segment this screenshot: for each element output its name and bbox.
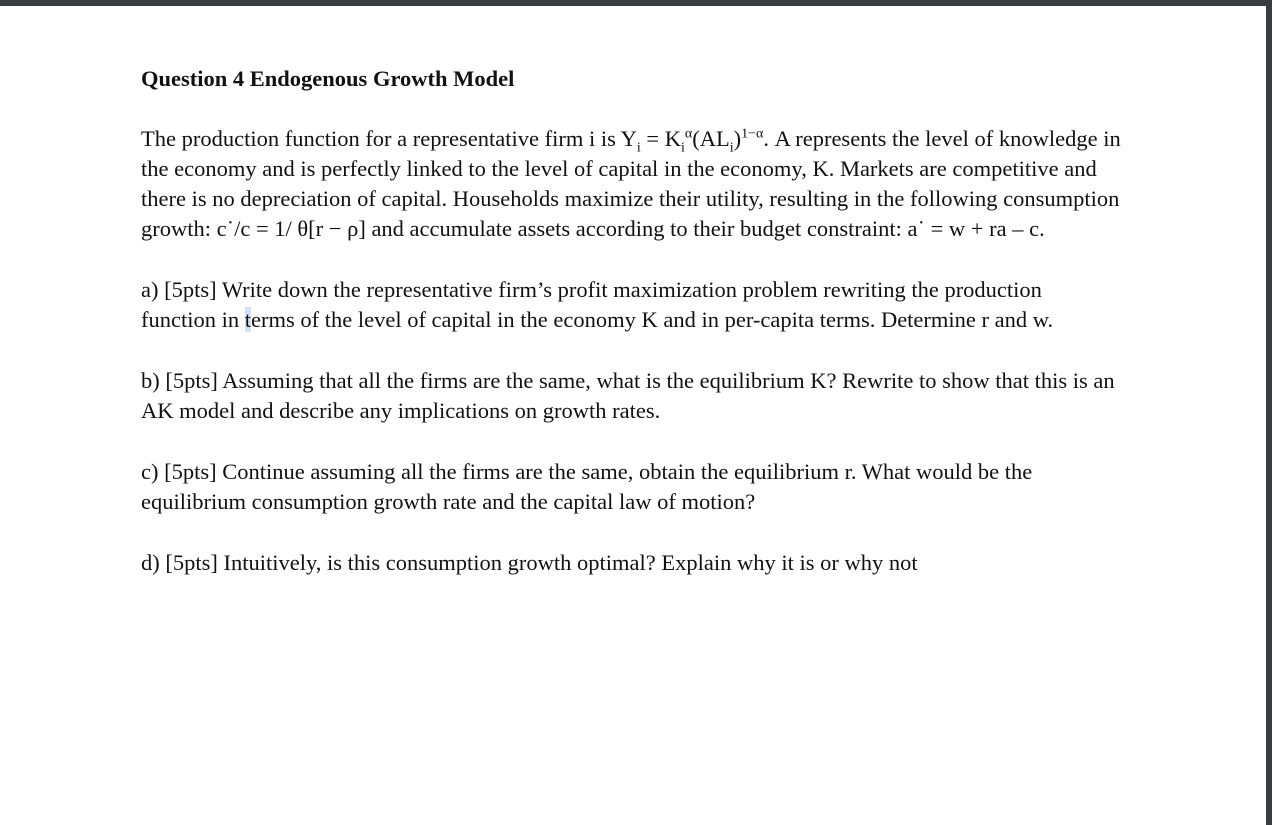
question-a-text: erms of the level of capital in the economy K and in per-capita terms. Determine r and w. <box>251 307 1054 332</box>
document-page <box>0 6 1266 825</box>
question-a <box>141 275 1121 335</box>
intro-text: = K <box>640 126 681 151</box>
intro-text: . A represents the level of knowledge in the economy and is perfectly linked to the level of capital in the economy, K. Markets are competitive and there is no depreciation of capital. Households maximize their utility, resulting in the following consumption growth: c˙/c = 1/ θ[r − ρ] and accumulate assets according to their budget constraint: a˙ = w + ra – c. <box>141 126 1121 241</box>
question-c: c) [5pts] Continue assuming all the firms are the same, obtain the equilibrium r. What would be the equilibrium consumption growth rate and the capital law of motion? <box>141 459 1033 514</box>
superscript-exponent: 1−α <box>741 126 764 142</box>
viewer-scrollbar[interactable] <box>1266 0 1272 825</box>
question-heading: Question 4 Endogenous Growth Model <box>141 66 515 91</box>
question-d: d) [5pts] Intuitively, is this consumption growth optimal? Explain why it is or why not <box>141 550 918 575</box>
intro-text: (AL <box>692 126 730 151</box>
question-a-text: a) [5pts] Write down the representative firm’s profit maximization problem rewriting the production function in <box>141 277 1042 332</box>
intro-text: The production function for a representative firm i is Y <box>141 126 637 151</box>
subscript-i: i <box>636 140 641 156</box>
superscript-alpha: α <box>684 126 693 142</box>
subscript-i: i <box>729 140 734 156</box>
intro-text: ) <box>733 126 742 151</box>
text-selection-highlight: t <box>244 307 251 332</box>
document-content <box>141 64 1121 578</box>
intro-paragraph <box>141 124 1121 244</box>
subscript-i: i <box>680 140 685 156</box>
question-b: b) [5pts] Assuming that all the firms are the same, what is the equilibrium K? Rewrite to show that this is an AK model and describe any implications on growth rates. <box>141 368 1115 423</box>
